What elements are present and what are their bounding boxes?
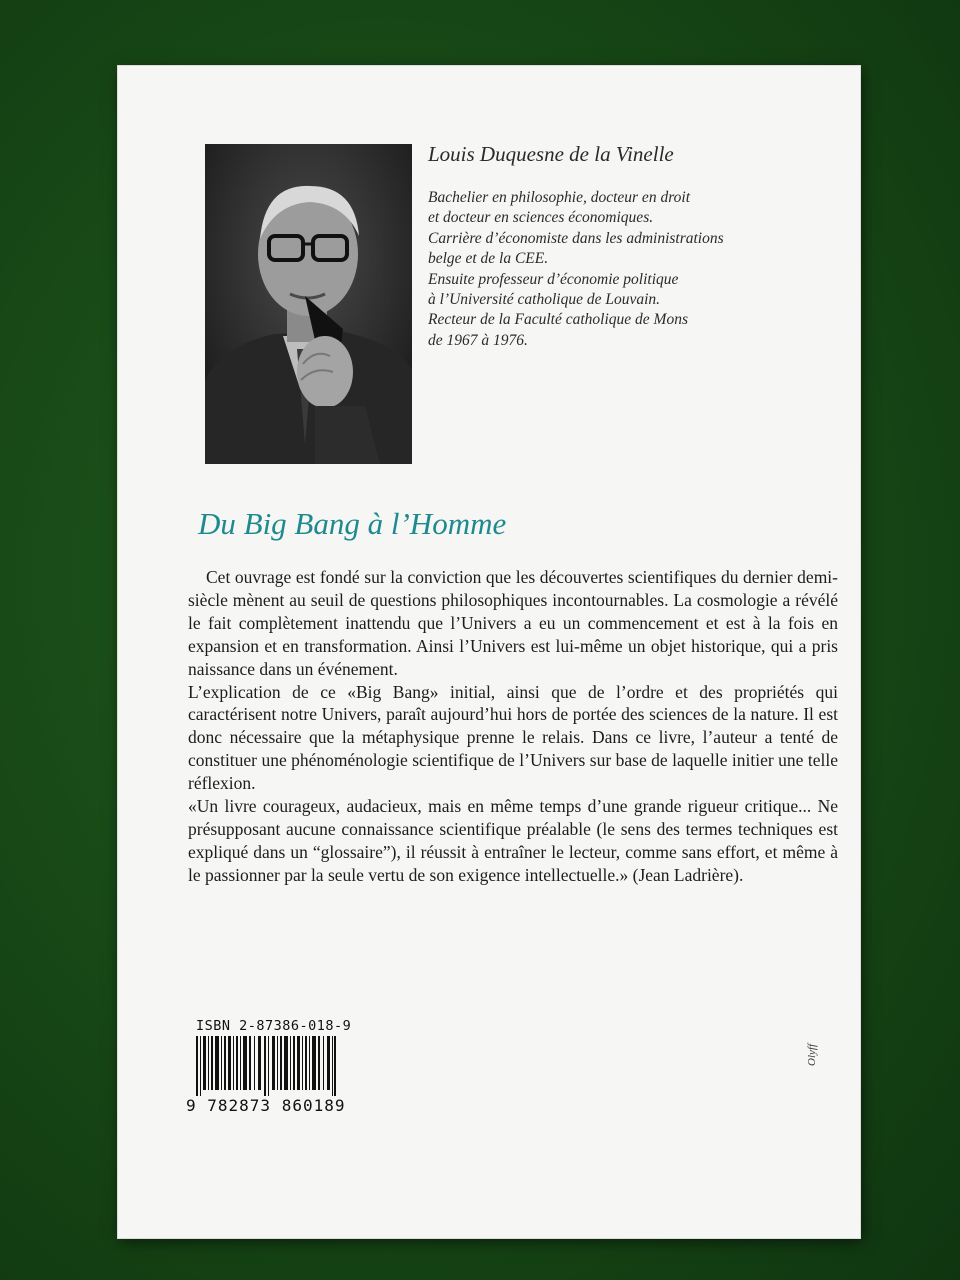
bio-line: Bachelier en philosophie, docteur en droit <box>428 189 691 206</box>
bio-line: et docteur en sciences économiques. <box>428 209 654 227</box>
bio-line: belge et de la CEE. <box>428 250 549 268</box>
blurb-paragraph: Cet ouvrage est fondé sur la conviction que les découvertes scientifiques du dernier demi-siècle mènent au seuil de questions philosophiques incontournables. La cosmologie a révélé le fait complètement inattendu que l’Univers a eu un commencement et est à la fois en expansion et en transformation. Ainsi l’Univers est lui-même un objet historique, qui a pris naissance dans un événement. <box>188 567 838 679</box>
publisher-name: Olyff <box>806 1044 818 1066</box>
book-back-cover <box>118 66 860 1238</box>
blurb-quote: «Un livre courageux, audacieux, mais en même temps d’une grande rigueur critique... Ne présupposant aucune connaissance scientifique préalable (le sens des termes techniques est expliqué dans un “glossaire”), il réussit à entraîner le lecteur, comme sans effort, et même à le passionner par la seule vertu de son exigence intellectuelle.» (Jean Ladrière). <box>188 796 838 885</box>
blurb-paragraph: L’explication de ce «Big Bang» initial, ainsi que de l’ordre et des propriétés qui caractérisent notre Univers, paraît aujourd’hui hors de portée des sciences de la nature. Il est donc nécessaire que la métaphysique prenne le relais. Dans ce livre, l’auteur a tenté de constituer une phénoménologie scientifique de l’Univers sur base de laquelle initier une telle réflexion. <box>188 681 838 794</box>
bio-line: de 1967 à 1976. <box>428 331 528 349</box>
author-name: Louis Duquesne de la Vinelle <box>428 142 674 166</box>
book-title: Du Big Bang à l’Homme <box>198 506 507 541</box>
book-blurb <box>188 566 838 887</box>
barcode-digits: 9 782873 860189 <box>186 1096 346 1115</box>
bio-line: Carrière d’économiste dans les administrations <box>428 229 724 247</box>
isbn-label: ISBN 2-87386-018-9 <box>196 1018 352 1034</box>
author-photo <box>205 144 412 464</box>
bio-line: Ensuite professeur d’économie politique <box>428 270 679 288</box>
author-bio <box>428 188 788 351</box>
barcode-icon <box>196 1036 336 1096</box>
bio-line: à l’Université catholique de Louvain. <box>428 291 661 309</box>
bio-line: Recteur de la Faculté catholique de Mons <box>428 311 688 329</box>
